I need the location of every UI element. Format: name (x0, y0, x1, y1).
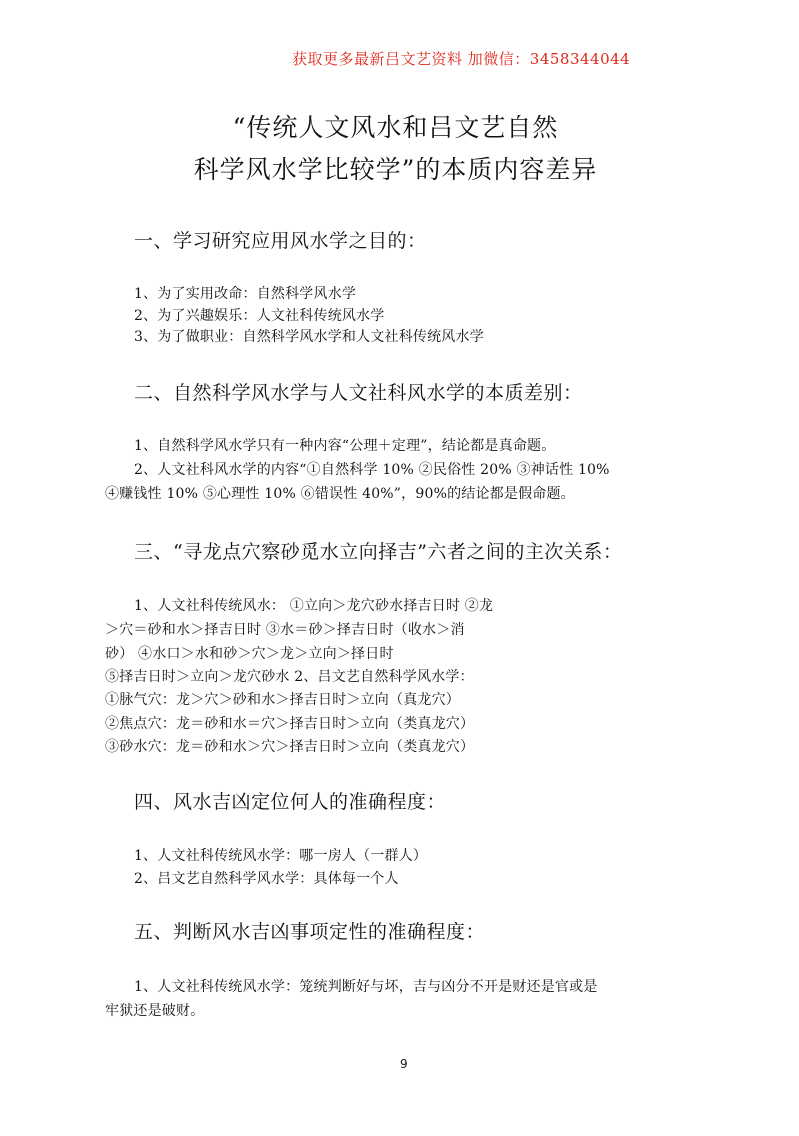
section-3-line-4: ⑤择吉日时＞立向＞龙穴砂水 2、吕文艺自然科学风水学： (105, 669, 474, 685)
section-1-line-3: 3、为了做职业：自然科学风水学和人文社科传统风水学 (134, 329, 484, 345)
page-number: 9 (400, 1057, 408, 1071)
section-5-heading: 五、判断风水吉凶事项定性的准确程度： (134, 921, 486, 943)
section-2-heading: 二、自然科学风水学与人文社科风水学的本质差别： (134, 382, 583, 404)
promo-banner: 获取更多最新吕文艺资料 加微信：3458344044 (292, 50, 631, 68)
section-3-line-7: ③砂水穴：龙＝砂和水＞穴＞择吉日时＞立向（类真龙穴） (105, 739, 475, 755)
section-3-line-2: ＞穴＝砂和水＞择吉日时 ③水＝砂＞择吉日时（收水＞消 (105, 622, 465, 638)
section-5-line-2: 牢狱还是破财。 (105, 1003, 205, 1019)
section-1-line-1: 1、为了实用改命：自然科学风水学 (134, 286, 357, 302)
section-2-line-2: 2、人文社科风水学的内容“①自然科学 10% ②民俗性 20% ③神话性 10% (134, 462, 610, 478)
document-title-line-2: 科学风水学比较学”的本质内容差异 (193, 155, 598, 184)
section-5-line-1: 1、人文社科传统风水学：笼统判断好与坏，吉与凶分不开是财还是官或是 (134, 979, 598, 995)
section-2-line-3: ④赚钱性 10% ⑤心理性 10% ⑥错误性 40%”，90%的结论都是假命题。 (105, 486, 575, 502)
section-1-line-2: 2、为了兴趣娱乐：人文社科传统风水学 (134, 308, 385, 324)
section-3-line-1: 1、人文社科传统风水： ①立向＞龙穴砂水择吉日时 ②龙 (134, 598, 494, 614)
section-3-heading: 三、“寻龙点穴察砂觅水立向择吉”六者之间的主次关系： (134, 541, 623, 563)
section-3-line-3: 砂） ④水口＞水和砂＞穴＞龙＞立向＞择日时 (105, 646, 394, 662)
section-4-heading: 四、风水吉凶定位何人的准确程度： (134, 791, 447, 813)
document-title-line-1: “传统人文风水和吕文艺自然 (232, 113, 559, 142)
section-4-line-2: 2、吕文艺自然科学风水学：具体每一个人 (134, 871, 399, 887)
section-3-line-6: ②焦点穴：龙＝砂和水＝穴＞择吉日时＞立向（类真龙穴） (105, 716, 475, 732)
section-2-line-1: 1、自然科学风水学只有一种内容“公理＋定理”，结论都是真命题。 (134, 438, 556, 454)
section-4-line-1: 1、人文社科传统风水学：哪一房人（一群人） (134, 848, 428, 864)
section-1-heading: 一、学习研究应用风水学之目的： (134, 230, 427, 252)
section-3-line-5: ①脉气穴：龙＞穴＞砂和水＞择吉日时＞立向（真龙穴） (105, 692, 460, 708)
